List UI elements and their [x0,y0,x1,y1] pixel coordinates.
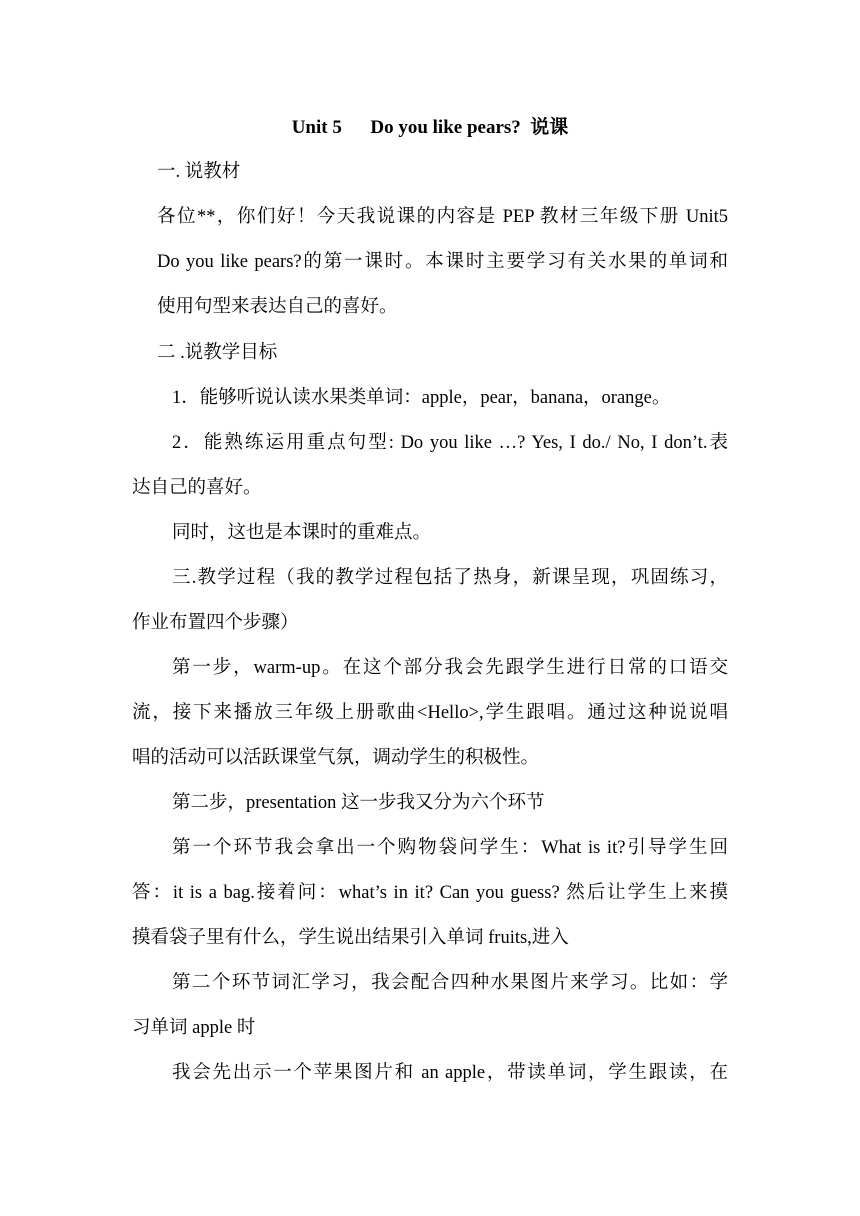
section1-para-line-3: 使用句型来表达自己的喜好。 [157,297,398,317]
section1-heading: 一. 说教材 [157,162,241,182]
section1-para-line-2: Do you like pears?的第一课时。本课时主要学习有关水果的单词和 [157,252,728,272]
link1-line-2: 答：it is a bag.接着问：what’s in it? Can you guess? 然后让学生上来摸 [132,883,728,903]
link1-line-1: 第一个环节我会拿出一个购物袋问学生：What is it?引导学生回 [172,838,728,858]
link3-line-1: 我会先出示一个苹果图片和 an apple，带读单词，学生跟读，在 [172,1063,728,1083]
section2-heading: 二 .说教学目标 [157,343,278,363]
section1-para-line-1: 各位**，你们好！今天我说课的内容是 PEP 教材三年级下册 Unit5 [157,207,728,227]
step2: 第二步，presentation 这一步我又分为六个环节 [172,793,545,813]
goal-note: 同时，这也是本课时的重难点。 [172,523,432,543]
link1-line-3: 摸看袋子里有什么，学生说出结果引入单词 fruits,进入 [132,928,569,948]
link2-line-2: 习单词 apple 时 [132,1018,256,1038]
goal-2-line-2: 达自己的喜好。 [132,478,262,498]
step1-line-3: 唱的活动可以活跃课堂气氛，调动学生的积极性。 [132,748,540,768]
document-title: Unit 5 Do you like pears? 说课 [291,117,569,138]
step1-line-2: 流，接下来播放三年级上册歌曲<Hello>,学生跟唱。通过这种说说唱 [132,703,728,723]
step1-line-1: 第一步，warm-up。在这个部分我会先跟学生进行日常的口语交 [172,658,728,678]
section3-line-2: 作业布置四个步骤） [132,613,299,633]
goal-2-line-1: 2．能熟练运用重点句型: Do you like …? Yes, I do./ No, I don’t.表 [172,433,728,453]
section3-line-1: 三.教学过程（我的教学过程包括了热身，新课呈现，巩固练习， [172,568,728,588]
link2-line-1: 第二个环节词汇学习，我会配合四种水果图片来学习。比如：学 [172,973,728,993]
goal-1: 1．能够听说认读水果类单词：apple，pear，banana，orange。 [172,388,671,408]
